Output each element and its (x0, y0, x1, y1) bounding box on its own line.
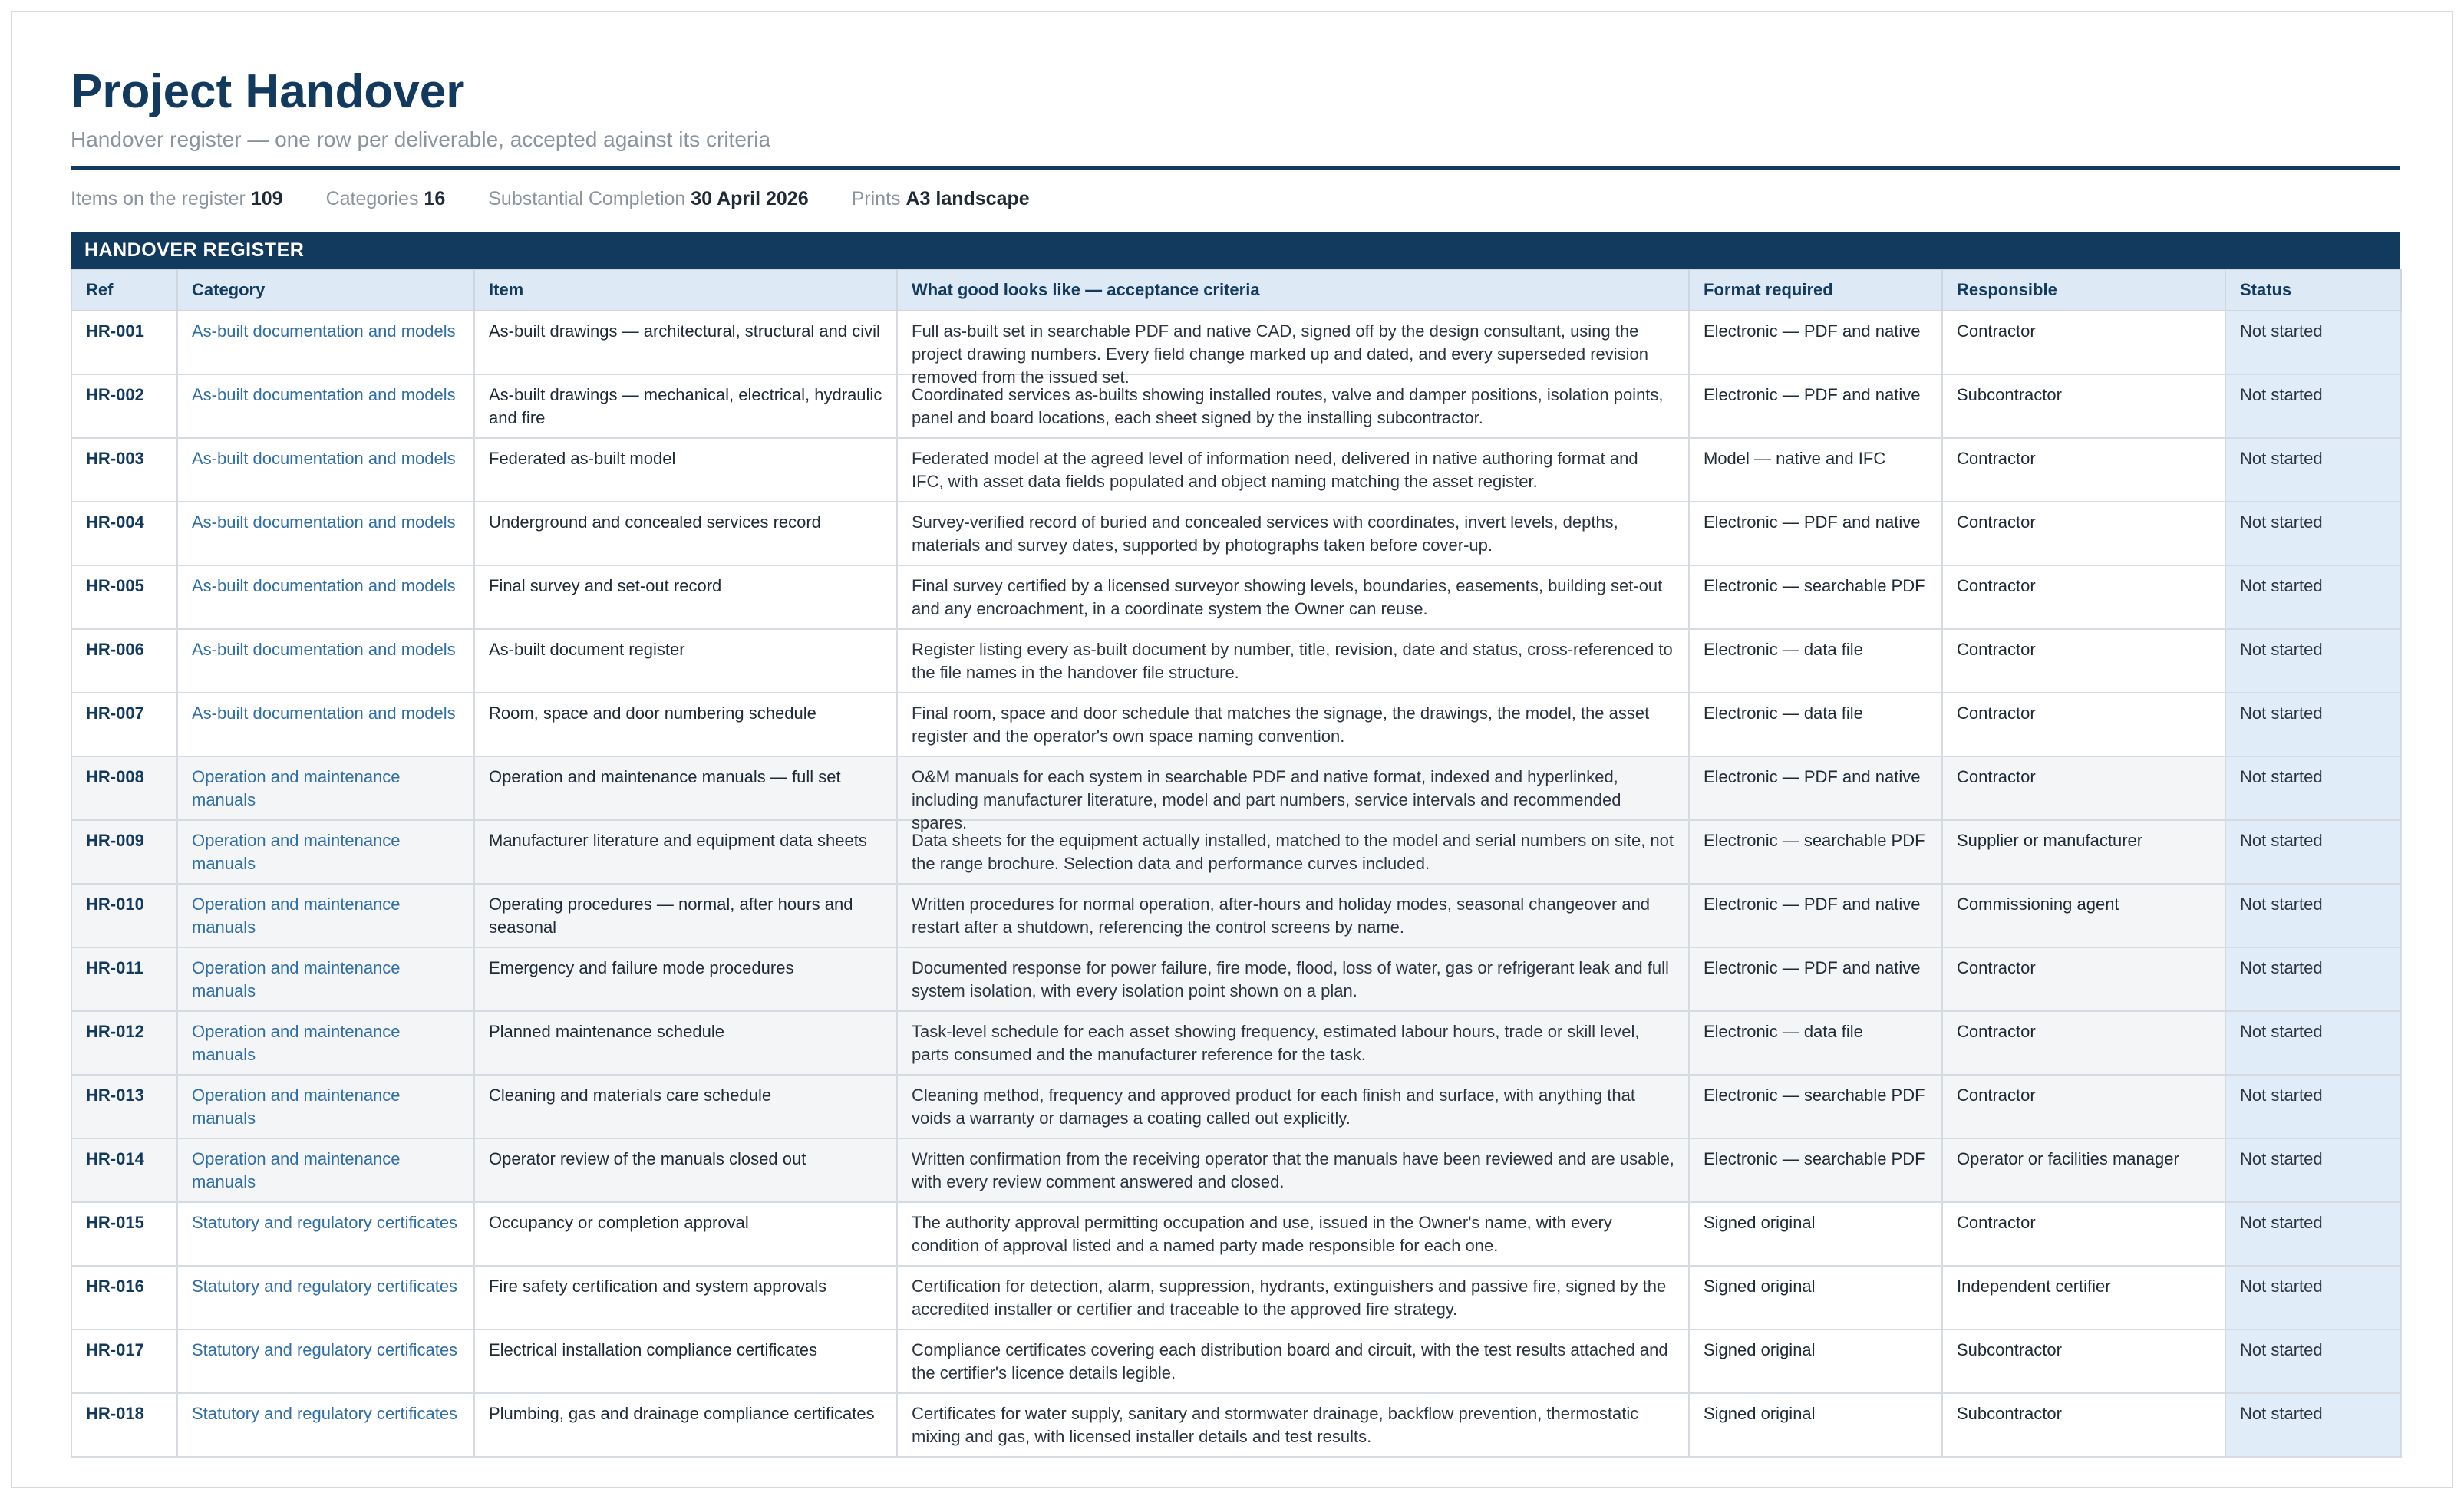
cell-category[interactable] (177, 820, 474, 884)
cell-item-text: Planned maintenance schedule (489, 1022, 725, 1041)
cell-format (1689, 374, 1942, 438)
cell-item (474, 438, 897, 502)
cell-item-text: Electrical installation compliance certificates (489, 1340, 817, 1359)
cell-item (474, 1202, 897, 1266)
cell-format-text: Electronic — PDF and native (1704, 512, 1921, 532)
cell-status-text: Not started (2240, 321, 2323, 341)
cell-ref-text: HR-010 (86, 894, 144, 914)
cell-format-text: Signed original (1704, 1277, 1816, 1296)
column-header-ref[interactable]: Ref (71, 269, 177, 311)
cell-responsible-text: Contractor (1957, 640, 2036, 659)
cell-format (1689, 311, 1942, 374)
cell-ref (71, 1138, 177, 1202)
cell-format-text: Electronic — searchable PDF (1704, 831, 1925, 850)
cell-item (474, 1329, 897, 1393)
cell-criteria (897, 1266, 1689, 1329)
cell-item-text: Federated as-built model (489, 449, 676, 468)
table-row[interactable] (71, 884, 2401, 947)
cell-item-text: As-built drawings — architectural, structural and civil (489, 321, 880, 341)
cell-category-text: Statutory and regulatory certificates (192, 1340, 458, 1359)
column-header-item[interactable]: Item (474, 269, 897, 311)
cell-responsible (1942, 756, 2225, 820)
cell-ref-text: HR-016 (86, 1277, 144, 1296)
cell-category-text: Operation and maintenance manuals (192, 958, 401, 1000)
cell-category-text: As-built documentation and models (192, 576, 456, 595)
cell-ref (71, 1266, 177, 1329)
cell-status-text: Not started (2240, 1149, 2323, 1168)
table-header-row (71, 269, 2401, 311)
register-rows (71, 311, 2401, 1457)
cell-status (2225, 756, 2401, 820)
column-header-format[interactable]: Format required (1689, 269, 1942, 311)
cell-format-text: Electronic — data file (1704, 1022, 1863, 1041)
handover-register (71, 232, 2400, 1458)
cell-responsible-text: Contractor (1957, 767, 2036, 786)
cell-category[interactable] (177, 565, 474, 629)
cell-ref-text: HR-013 (86, 1086, 144, 1105)
cell-ref (71, 947, 177, 1011)
cell-item (474, 693, 897, 756)
table-row[interactable] (71, 311, 2401, 374)
cell-status-text: Not started (2240, 1022, 2323, 1041)
table-row[interactable] (71, 1393, 2401, 1457)
page-title: Project Handover (71, 65, 465, 118)
cell-category-text: Operation and maintenance manuals (192, 1086, 401, 1128)
cell-ref-text: HR-008 (86, 767, 144, 786)
cell-status-text: Not started (2240, 958, 2323, 977)
cell-ref (71, 311, 177, 374)
cell-ref (71, 1075, 177, 1138)
cell-format (1689, 565, 1942, 629)
cell-criteria-text: Survey-verified record of buried and concealed services with coordinates, invert levels, depths, materials and survey dates, supported by photographs taken before cover-up. (912, 512, 1618, 555)
cell-ref (71, 374, 177, 438)
cell-criteria (897, 693, 1689, 756)
cell-status (2225, 884, 2401, 947)
cell-ref-text: HR-003 (86, 449, 144, 468)
cell-item-text: Emergency and failure mode procedures (489, 958, 794, 977)
register-table (71, 269, 2402, 1458)
cell-category[interactable] (177, 1075, 474, 1138)
cell-category[interactable] (177, 438, 474, 502)
cell-item-text: Fire safety certification and system approvals (489, 1277, 827, 1296)
cell-ref (71, 502, 177, 565)
cell-format-text: Electronic — data file (1704, 703, 1863, 723)
cell-status (2225, 502, 2401, 565)
cell-format-text: Electronic — searchable PDF (1704, 576, 1925, 595)
column-header-criteria[interactable]: What good looks like — acceptance criteria (897, 269, 1689, 311)
cell-ref-text: HR-011 (86, 958, 143, 977)
cell-criteria (897, 1393, 1689, 1457)
cell-format (1689, 502, 1942, 565)
cell-responsible (1942, 1393, 2225, 1457)
cell-item-text: Final survey and set-out record (489, 576, 722, 595)
title-divider (71, 166, 2400, 170)
cell-format-text: Signed original (1704, 1213, 1816, 1232)
cell-item-text: Plumbing, gas and drainage compliance certificates (489, 1404, 875, 1423)
page-subtitle: Handover register — one row per deliverable, accepted against its criteria (71, 127, 771, 151)
cell-format (1689, 1329, 1942, 1393)
table-row[interactable] (71, 947, 2401, 1011)
cell-criteria (897, 629, 1689, 693)
cell-format-text: Signed original (1704, 1340, 1816, 1359)
cell-category-text: Statutory and regulatory certificates (192, 1404, 458, 1423)
cell-status-text: Not started (2240, 894, 2323, 914)
cell-category-text: As-built documentation and models (192, 321, 456, 341)
cell-ref (71, 1202, 177, 1266)
document-page (11, 11, 2453, 1488)
cell-criteria-text: O&M manuals for each system in searchable PDF and native format, indexed and hyperlinked, including manufacturer literature, model and part numbers, service intervals and recommended spares. (912, 767, 1621, 832)
cell-responsible (1942, 1011, 2225, 1075)
stat-print-format (852, 183, 1030, 215)
cell-ref (71, 820, 177, 884)
cell-item-text: Operation and maintenance manuals — full set (489, 767, 841, 786)
cell-item-text: Room, space and door numbering schedule (489, 703, 816, 723)
stat-categories (326, 183, 446, 215)
cell-category[interactable] (177, 1329, 474, 1393)
cell-item (474, 565, 897, 629)
register-section-title: HANDOVER REGISTER (71, 232, 2400, 269)
cell-ref-text: HR-012 (86, 1022, 144, 1041)
cell-item-text: Operator review of the manuals closed out (489, 1149, 806, 1168)
cell-format (1689, 629, 1942, 693)
cell-status (2225, 1329, 2401, 1393)
cell-status (2225, 1075, 2401, 1138)
cell-responsible-text: Contractor (1957, 1213, 2036, 1232)
cell-responsible (1942, 311, 2225, 374)
stat-substantial-completion (488, 183, 808, 215)
cell-responsible (1942, 884, 2225, 947)
cell-criteria (897, 756, 1689, 832)
cell-responsible-text: Contractor (1957, 1022, 2036, 1041)
cell-item-text: Operating procedures — normal, after hours and seasonal (489, 894, 853, 937)
cell-item (474, 947, 897, 1011)
cell-ref (71, 565, 177, 629)
cell-format-text: Electronic — PDF and native (1704, 385, 1921, 404)
table-row[interactable] (71, 1138, 2401, 1202)
cell-format (1689, 947, 1942, 1011)
cell-criteria-text: Data sheets for the equipment actually installed, matched to the model and serial numbers on site, not the range brochure. Selection data and performance curves included. (912, 831, 1674, 873)
stat-label: Items on the register (71, 188, 246, 209)
cell-format (1689, 1011, 1942, 1075)
table-row[interactable] (71, 1202, 2401, 1266)
cell-criteria-text: Final survey certified by a licensed surveyor showing levels, boundaries, easements, building set-out and any encroachment, in a coordinate system the Owner can reuse. (912, 576, 1663, 618)
summary-stats (71, 183, 1073, 215)
cell-responsible (1942, 1266, 2225, 1329)
cell-status (2225, 693, 2401, 756)
cell-category[interactable] (177, 374, 474, 438)
cell-status (2225, 947, 2401, 1011)
cell-status-text: Not started (2240, 1404, 2323, 1423)
cell-format-text: Electronic — PDF and native (1704, 321, 1921, 341)
cell-responsible (1942, 565, 2225, 629)
column-header-responsible[interactable]: Responsible (1942, 269, 2225, 311)
table-row[interactable] (71, 565, 2401, 629)
cell-format (1689, 1266, 1942, 1329)
cell-responsible-text: Contractor (1957, 958, 2036, 977)
cell-status-text: Not started (2240, 1277, 2323, 1296)
stat-items-count (71, 183, 283, 215)
cell-criteria-text: Coordinated services as-builts showing installed routes, valve and damper positions, isolation points, panel and board locations, each sheet signed by the installing subcontractor. (912, 385, 1664, 427)
table-row[interactable] (71, 1266, 2401, 1329)
cell-format-text: Electronic — data file (1704, 640, 1863, 659)
cell-status (2225, 1138, 2401, 1202)
cell-responsible-text: Subcontractor (1957, 1404, 2062, 1423)
cell-category[interactable] (177, 1202, 474, 1266)
cell-status-text: Not started (2240, 831, 2323, 850)
cell-responsible-text: Contractor (1957, 576, 2036, 595)
cell-item (474, 1011, 897, 1075)
cell-category-text: As-built documentation and models (192, 640, 456, 659)
cell-status-text: Not started (2240, 385, 2323, 404)
cell-item-text: Underground and concealed services record (489, 512, 821, 532)
cell-responsible-text: Supplier or manufacturer (1957, 831, 2143, 850)
cell-responsible-text: Subcontractor (1957, 1340, 2062, 1359)
cell-item (474, 311, 897, 374)
cell-format (1689, 756, 1942, 820)
cell-format (1689, 1393, 1942, 1457)
cell-ref (71, 629, 177, 693)
stat-label: Categories (325, 188, 419, 209)
cell-ref-text: HR-017 (86, 1340, 144, 1359)
cell-format-text: Electronic — searchable PDF (1704, 1149, 1925, 1168)
cell-item-text: As-built document register (489, 640, 685, 659)
cell-criteria-text: Register listing every as-built document by number, title, revision, date and status, cross-referenced to the file names in the handover file structure. (912, 640, 1673, 682)
cell-format (1689, 1138, 1942, 1202)
cell-status-text: Not started (2240, 1340, 2323, 1359)
cell-category-text: As-built documentation and models (192, 703, 456, 723)
cell-ref-text: HR-007 (86, 703, 144, 723)
cell-status-text: Not started (2240, 703, 2323, 723)
table-row[interactable] (71, 629, 2401, 693)
cell-category[interactable] (177, 947, 474, 1011)
cell-item (474, 820, 897, 884)
cell-responsible-text: Contractor (1957, 449, 2036, 468)
cell-criteria-text: Certificates for water supply, sanitary and stormwater drainage, backflow prevention, thermostatic mixing and gas, with licensed installer details and test results. (912, 1404, 1639, 1446)
cell-item (474, 1075, 897, 1138)
cell-item (474, 756, 897, 820)
table-row[interactable] (71, 502, 2401, 565)
cell-format-text: Model — native and IFC (1704, 449, 1886, 468)
cell-category[interactable] (177, 1266, 474, 1329)
cell-responsible-text: Contractor (1957, 1086, 2036, 1105)
cell-item-text: Occupancy or completion approval (489, 1213, 749, 1232)
cell-criteria (897, 565, 1689, 629)
cell-status-text: Not started (2240, 576, 2323, 595)
table-row[interactable] (71, 693, 2401, 756)
cell-category-text: As-built documentation and models (192, 512, 456, 532)
cell-status-text: Not started (2240, 1213, 2323, 1232)
cell-criteria-text: Full as-built set in searchable PDF and native CAD, signed off by the design consultant, using the project drawing numbers. Every field change marked up and dated, and every superseded revision removed from the issued set. (912, 321, 1648, 387)
cell-status-text: Not started (2240, 449, 2323, 468)
column-header-status[interactable]: Status (2225, 269, 2401, 311)
cell-criteria-text: Certification for detection, alarm, suppression, hydrants, extinguishers and passive fire, signed by the accredited installer or certifier and traceable to the approved fire strategy. (912, 1277, 1667, 1319)
cell-format (1689, 438, 1942, 502)
table-row[interactable] (71, 374, 2401, 438)
table-row[interactable] (71, 438, 2401, 502)
cell-ref-text: HR-004 (86, 512, 144, 532)
cell-ref-text: HR-002 (86, 385, 144, 404)
cell-status-text: Not started (2240, 640, 2323, 659)
cell-category-text: Operation and maintenance manuals (192, 1149, 401, 1191)
cell-status (2225, 565, 2401, 629)
cell-category[interactable] (177, 1393, 474, 1457)
cell-category-text: Statutory and regulatory certificates (192, 1213, 458, 1232)
cell-item (474, 1138, 897, 1202)
cell-criteria-text: Cleaning method, frequency and approved product for each finish and surface, with anything that voids a warranty or damages a coating called out explicitly. (912, 1086, 1635, 1128)
cell-item (474, 374, 897, 438)
cell-format (1689, 1075, 1942, 1138)
cell-format (1689, 693, 1942, 756)
cell-criteria (897, 438, 1689, 502)
cell-criteria (897, 1075, 1689, 1138)
cell-category-text: Operation and maintenance manuals (192, 894, 401, 937)
cell-status (2225, 820, 2401, 884)
cell-item (474, 502, 897, 565)
cell-responsible (1942, 1329, 2225, 1393)
cell-responsible (1942, 438, 2225, 502)
column-header-category[interactable]: Category (177, 269, 474, 311)
cell-category[interactable] (177, 884, 474, 947)
cell-criteria-text: Task-level schedule for each asset showing frequency, estimated labour hours, trade or skill level, parts consumed and the manufacturer reference for the task. (912, 1022, 1640, 1064)
cell-criteria (897, 1138, 1689, 1202)
table-row[interactable] (71, 1329, 2401, 1393)
cell-ref (71, 1011, 177, 1075)
cell-criteria (897, 311, 1689, 387)
cell-status-text: Not started (2240, 1086, 2323, 1105)
cell-ref-text: HR-014 (86, 1149, 144, 1168)
cell-responsible-text: Contractor (1957, 703, 2036, 723)
cell-ref (71, 1329, 177, 1393)
cell-category[interactable] (177, 311, 474, 374)
cell-criteria (897, 1202, 1689, 1266)
cell-responsible (1942, 629, 2225, 693)
cell-responsible (1942, 374, 2225, 438)
cell-criteria (897, 1011, 1689, 1075)
cell-category-text: Operation and maintenance manuals (192, 1022, 401, 1064)
cell-item-text: As-built drawings — mechanical, electrical, hydraulic and fire (489, 385, 882, 427)
cell-status (2225, 1011, 2401, 1075)
cell-item (474, 629, 897, 693)
table-row[interactable] (71, 756, 2401, 820)
cell-responsible (1942, 693, 2225, 756)
cell-responsible-text: Commissioning agent (1957, 894, 2119, 914)
cell-criteria (897, 374, 1689, 438)
cell-criteria (897, 820, 1689, 884)
cell-responsible-text: Subcontractor (1957, 385, 2062, 404)
cell-format-text: Electronic — searchable PDF (1704, 1086, 1925, 1105)
cell-category-text: Operation and maintenance manuals (192, 767, 401, 809)
cell-criteria-text: Documented response for power failure, fire mode, flood, loss of water, gas or refrigerant leak and full system isolation, with every isolation point shown on a plan. (912, 958, 1669, 1000)
cell-item-text: Manufacturer literature and equipment data sheets (489, 831, 867, 850)
cell-category[interactable] (177, 1011, 474, 1075)
cell-category[interactable] (177, 502, 474, 565)
cell-responsible (1942, 947, 2225, 1011)
cell-responsible (1942, 1202, 2225, 1266)
cell-criteria (897, 1329, 1689, 1393)
cell-criteria-text: Final room, space and door schedule that matches the signage, the drawings, the model, the asset register and the operator's own space naming convention. (912, 703, 1650, 746)
cell-format-text: Signed original (1704, 1404, 1816, 1423)
cell-responsible-text: Contractor (1957, 512, 2036, 532)
cell-item (474, 1393, 897, 1457)
cell-status-text: Not started (2240, 767, 2323, 786)
cell-status (2225, 438, 2401, 502)
cell-format-text: Electronic — PDF and native (1704, 958, 1921, 977)
cell-item (474, 884, 897, 947)
cell-responsible-text: Contractor (1957, 321, 2036, 341)
cell-responsible-text: Independent certifier (1957, 1277, 2111, 1296)
cell-item (474, 1266, 897, 1329)
cell-status (2225, 1266, 2401, 1329)
cell-ref (71, 884, 177, 947)
stat-label: Prints (851, 188, 901, 209)
cell-ref-text: HR-018 (86, 1404, 144, 1423)
cell-responsible (1942, 1138, 2225, 1202)
cell-responsible (1942, 502, 2225, 565)
cell-item-text: Cleaning and materials care schedule (489, 1086, 772, 1105)
cell-format (1689, 1202, 1942, 1266)
cell-criteria-text: Compliance certificates covering each distribution board and circuit, with the test results attached and the certifier's licence details legible. (912, 1340, 1668, 1382)
stat-value: 16 (424, 188, 446, 209)
cell-responsible-text: Operator or facilities manager (1957, 1149, 2179, 1168)
cell-status (2225, 374, 2401, 438)
cell-ref-text: HR-006 (86, 640, 144, 659)
cell-category[interactable] (177, 1138, 474, 1202)
cell-responsible (1942, 820, 2225, 884)
stat-label: Substantial Completion (488, 188, 686, 209)
table-row[interactable] (71, 820, 2401, 884)
cell-criteria-text: Federated model at the agreed level of information need, delivered in native authoring format and IFC, with asset data fields populated and object naming matching the asset register. (912, 449, 1638, 491)
cell-ref-text: HR-001 (86, 321, 144, 341)
stat-value: A3 landscape (905, 188, 1030, 209)
cell-format-text: Electronic — PDF and native (1704, 894, 1921, 914)
cell-category-text: Operation and maintenance manuals (192, 831, 401, 873)
cell-ref (71, 756, 177, 820)
cell-category[interactable] (177, 756, 474, 820)
stat-value: 109 (250, 188, 283, 209)
cell-category-text: Statutory and regulatory certificates (192, 1277, 458, 1296)
table-row[interactable] (71, 1011, 2401, 1075)
cell-ref-text: HR-009 (86, 831, 144, 850)
cell-status-text: Not started (2240, 512, 2323, 532)
cell-format-text: Electronic — PDF and native (1704, 767, 1921, 786)
cell-category-text: As-built documentation and models (192, 449, 456, 468)
cell-ref (71, 693, 177, 756)
cell-criteria-text: Written confirmation from the receiving operator that the manuals have been reviewed and are usable, with every review comment answered and closed. (912, 1149, 1674, 1191)
cell-criteria-text: The authority approval permitting occupation and use, issued in the Owner's name, with every condition of approval listed and a named party made responsible for each one. (912, 1213, 1612, 1255)
stat-value: 30 April 2026 (691, 188, 809, 209)
cell-status (2225, 629, 2401, 693)
cell-status (2225, 311, 2401, 374)
cell-ref (71, 438, 177, 502)
cell-category[interactable] (177, 629, 474, 693)
cell-criteria (897, 884, 1689, 947)
cell-ref-text: HR-005 (86, 576, 144, 595)
table-row[interactable] (71, 1075, 2401, 1138)
cell-criteria (897, 947, 1689, 1011)
cell-category[interactable] (177, 693, 474, 756)
cell-responsible (1942, 1075, 2225, 1138)
cell-format (1689, 884, 1942, 947)
cell-category-text: As-built documentation and models (192, 385, 456, 404)
cell-format (1689, 820, 1942, 884)
cell-criteria-text: Written procedures for normal operation, after-hours and holiday modes, seasonal changeover and restart after a shutdown, referencing the control screens by name. (912, 894, 1651, 937)
cell-status (2225, 1393, 2401, 1457)
cell-ref (71, 1393, 177, 1457)
cell-ref-text: HR-015 (86, 1213, 144, 1232)
cell-criteria (897, 502, 1689, 565)
cell-status (2225, 1202, 2401, 1266)
